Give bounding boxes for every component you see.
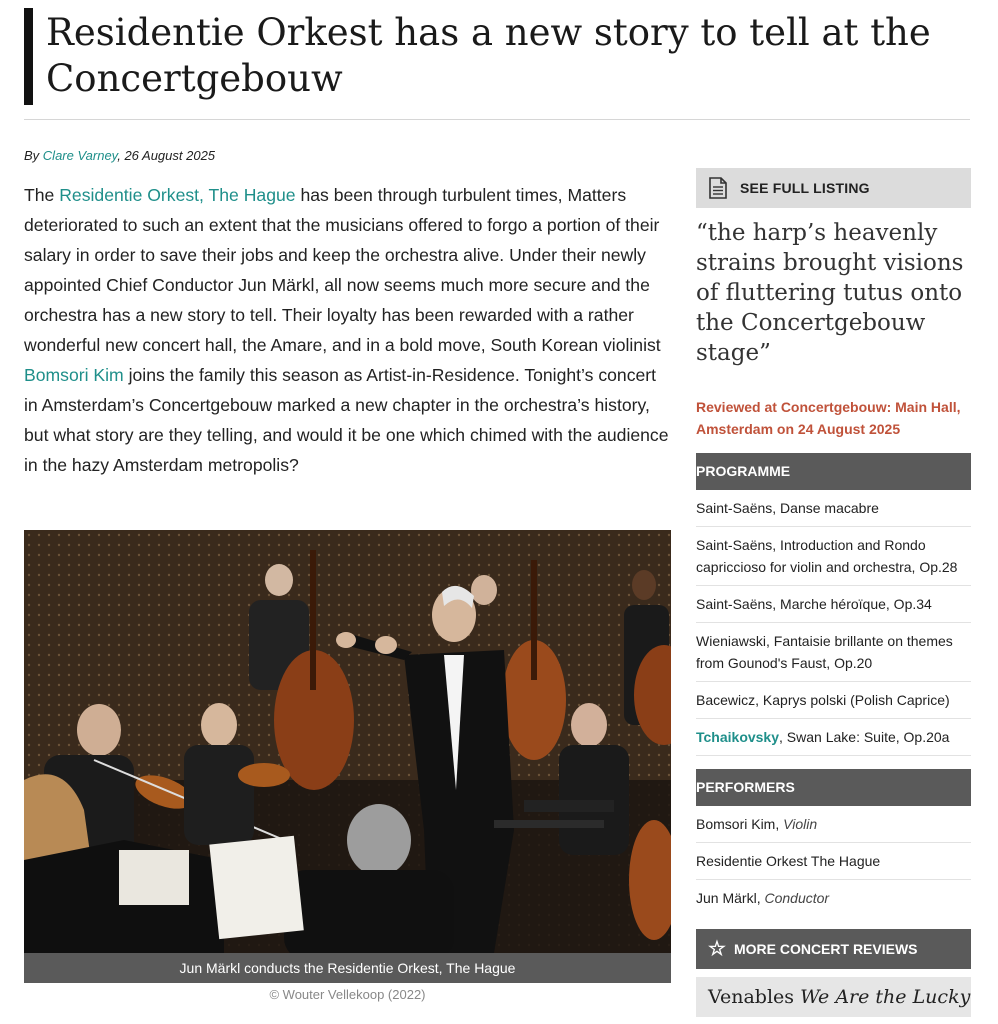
more-concert-reviews-button[interactable]: [696, 929, 971, 969]
photo-caption: Jun Märkl conducts the Residentie Orkest, The Hague: [24, 953, 671, 983]
performers-heading: PERFORMERS: [696, 769, 971, 806]
programme-list: [696, 490, 971, 756]
more-review-card[interactable]: [696, 977, 971, 1017]
programme-work: , Marche héroïque, Op.34: [772, 596, 932, 612]
concert-photo: [24, 530, 671, 953]
programme-composer: Bacewicz: [696, 692, 756, 708]
programme-work: , Swan Lake: Suite, Op.20a: [779, 729, 950, 745]
title-accent-bar: [24, 8, 33, 105]
body-text-2: has been through turbulent times, Matters deteriorated to such an extent that the musicians offered to forgo a portion of their salary in order to save their jobs and keep the orchestra alive. Under their newly appointed Chief Conductor Jun Märkl, all now seems much more secure and the orchestra has a new story to tell. Their loyalty has been rewarded with a rather wonderful new concert hall, the Amare, and in a bold move, South Korean violinist: [24, 185, 661, 355]
more-review-title-prefix: Venables: [708, 986, 801, 1008]
title-divider: [24, 119, 970, 120]
reviewed-at: Reviewed at Concertgebouw: Main Hall, Amsterdam on 24 August 2025: [696, 399, 961, 437]
performers-list: [696, 806, 971, 916]
programme-item: [696, 490, 971, 527]
performer-name: Residentie Orkest The Hague: [696, 853, 881, 869]
programme-composer: Wieniawski: [696, 633, 767, 649]
performer-role: Conductor: [764, 890, 830, 906]
programme-work: , Fantaisie brillante on themes from Gounod's Faust, Op.20: [696, 633, 953, 671]
programme-item: [696, 719, 971, 756]
see-full-listing-label: SEE FULL LISTING: [740, 180, 870, 196]
author-link[interactable]: Clare Varney: [42, 148, 118, 163]
composer-link-tchaikovsky[interactable]: Tchaikovsky: [696, 729, 780, 745]
programme-composer: Saint-Saëns: [696, 537, 773, 553]
programme-work: , Danse macabre: [772, 500, 879, 516]
violinist-link[interactable]: Bomsori Kim: [24, 365, 124, 385]
programme-composer: Saint-Saëns: [696, 596, 773, 612]
programme-work: , Introduction and Rondo capriccioso for violin and orchestra, Op.28: [696, 537, 958, 575]
programme-composer: Saint-Saëns: [696, 500, 773, 516]
byline-prefix: By: [24, 148, 43, 163]
review-sidebar: [696, 168, 971, 1017]
page-title: Residentie Orkest has a new story to tell at the Concertgebouw: [46, 11, 931, 100]
see-full-listing-button[interactable]: [696, 168, 971, 208]
performer-item: Jun Märkl, Conductor: [696, 890, 830, 906]
more-review-title-italic: We Are the Lucky: [800, 986, 971, 1008]
more-concert-reviews-label: MORE CONCERT REVIEWS: [733, 941, 918, 957]
pull-quote: “the harp’s heavenly strains brought visions of fluttering tutus onto the Concertgebouw stage”: [696, 220, 964, 366]
programme-item: [696, 623, 971, 682]
performer-role: Violin: [783, 816, 818, 832]
body-text-3: joins the family this season as Artist-in-Residence. Tonight’s concert in Amsterdam’s Concertgebouw marked a new chapter in the orchestra’s history, but what story are they telling, and would it be one which chimed with the audience in the hazy Amsterdam metropolis?: [24, 365, 669, 475]
photo-credit: © Wouter Vellekoop (2022): [269, 987, 426, 1002]
performer-item: [696, 843, 971, 880]
programme-item: [696, 527, 971, 586]
programme-item: [696, 586, 971, 623]
article-body: [24, 180, 674, 480]
performer-name: Jun Märkl: [696, 890, 757, 906]
document-icon: [696, 168, 740, 208]
programme-item: [696, 682, 971, 719]
byline: [24, 148, 215, 163]
star-outline-icon: ☆: [708, 938, 726, 960]
byline-date: , 26 August 2025: [117, 148, 216, 163]
article-header: [24, 8, 974, 108]
performer-name: Bomsori Kim: [696, 816, 776, 832]
programme-heading: PROGRAMME: [696, 453, 971, 490]
programme-work: , Kaprys polski (Polish Caprice): [755, 692, 950, 708]
orchestra-link[interactable]: Residentie Orkest, The Hague: [59, 185, 296, 205]
body-text-1: The: [24, 185, 60, 205]
performer-item: Bomsori Kim, Violin: [696, 806, 971, 843]
